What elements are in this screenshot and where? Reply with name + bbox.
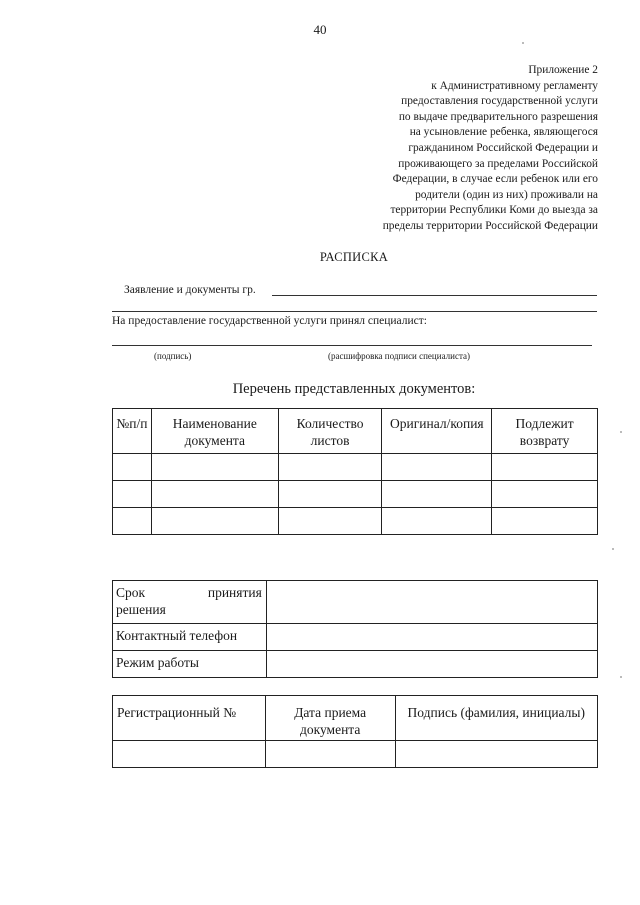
header-document-name: Наименование документа xyxy=(151,409,278,454)
table-cell[interactable] xyxy=(113,481,152,508)
info-row-hours xyxy=(113,651,598,678)
table-cell[interactable] xyxy=(278,481,382,508)
appendix-line: Приложение 2 xyxy=(528,64,598,76)
appendix-line: предоставления государственной услуги xyxy=(401,95,598,108)
header-registration-number: Регистрационный № xyxy=(113,696,266,741)
documents-table xyxy=(112,408,598,535)
documents-list-title: Перечень представленных документов: xyxy=(232,381,476,397)
srok-word: Срок xyxy=(116,585,146,600)
decode-caption: (расшифровка подписи специалиста) xyxy=(328,351,470,361)
appendix-line: проживающего за пределами Российской xyxy=(398,157,598,170)
table-cell[interactable] xyxy=(113,454,152,481)
table-cell[interactable] xyxy=(113,508,152,535)
appendix-line: территории Республики Коми до выезда за xyxy=(390,204,598,217)
table-row xyxy=(113,481,598,508)
hours-value[interactable] xyxy=(266,651,597,678)
header-number: №п/п xyxy=(113,409,152,454)
header-return: Подлежит возврату xyxy=(492,409,598,454)
header-signature: Подпись (фамилия, инициалы) xyxy=(395,696,597,741)
phone-value[interactable] xyxy=(266,624,597,651)
hours-label: Режим работы xyxy=(113,651,267,678)
appendix-line: на усыновление ребенка, являющегося xyxy=(409,126,598,139)
table-cell[interactable] xyxy=(382,454,492,481)
info-table xyxy=(112,580,598,678)
srok-value[interactable] xyxy=(266,581,597,624)
appendix-line: по выдаче предварительного разрешения xyxy=(398,110,598,123)
table-row xyxy=(113,508,598,535)
specialist-signature-line[interactable] xyxy=(112,345,592,346)
applicant-name-line-2[interactable] xyxy=(112,311,597,312)
table-cell[interactable] xyxy=(382,481,492,508)
scan-speck xyxy=(612,548,614,550)
registration-table xyxy=(112,695,598,768)
table-cell[interactable] xyxy=(265,741,395,768)
appendix-block xyxy=(298,63,598,235)
table-cell[interactable] xyxy=(151,481,278,508)
registration-header-row xyxy=(113,696,598,741)
info-row-phone xyxy=(113,624,598,651)
table-cell[interactable] xyxy=(151,454,278,481)
signature-caption: (подпись) xyxy=(154,351,192,361)
appendix-line: пределы территории Российской Федерации xyxy=(382,219,598,232)
srok-label xyxy=(113,581,267,624)
appendix-line: гражданином Российской Федерации и xyxy=(408,141,598,154)
table-cell[interactable] xyxy=(278,508,382,535)
header-original-copy: Оригинал/копия xyxy=(382,409,492,454)
page-number: 40 xyxy=(313,22,327,37)
table-row xyxy=(113,454,598,481)
appendix-line: Федерации, в случае если ребенок или его xyxy=(392,173,598,186)
scan-speck xyxy=(620,676,622,678)
header-sheet-count: Количество листов xyxy=(278,409,382,454)
table-cell[interactable] xyxy=(395,741,597,768)
scan-speck xyxy=(620,431,622,433)
table-cell[interactable] xyxy=(113,741,266,768)
appendix-line: к Административному регламенту xyxy=(431,79,598,92)
header-receipt-date: Дата приема документа xyxy=(265,696,395,741)
applicant-name-line[interactable] xyxy=(272,295,597,296)
table-cell[interactable] xyxy=(151,508,278,535)
table-row xyxy=(113,741,598,768)
phone-label: Контактный телефон xyxy=(113,624,267,651)
srok-word: принятия xyxy=(207,585,262,600)
table-cell[interactable] xyxy=(492,454,598,481)
documents-header-row xyxy=(113,409,598,454)
table-cell[interactable] xyxy=(492,481,598,508)
accepted-label: На предоставление государственной услуги принял специалист: xyxy=(112,315,427,327)
table-cell[interactable] xyxy=(492,508,598,535)
receipt-title: РАСПИСКА xyxy=(319,250,389,264)
table-cell[interactable] xyxy=(382,508,492,535)
info-row-srok xyxy=(113,581,598,624)
srok-word: решения xyxy=(116,602,166,617)
scan-speck xyxy=(522,42,524,44)
appendix-line: родители (один из них) проживали на xyxy=(415,188,598,201)
statement-label: Заявление и документы гр. xyxy=(124,284,256,296)
table-cell[interactable] xyxy=(278,454,382,481)
